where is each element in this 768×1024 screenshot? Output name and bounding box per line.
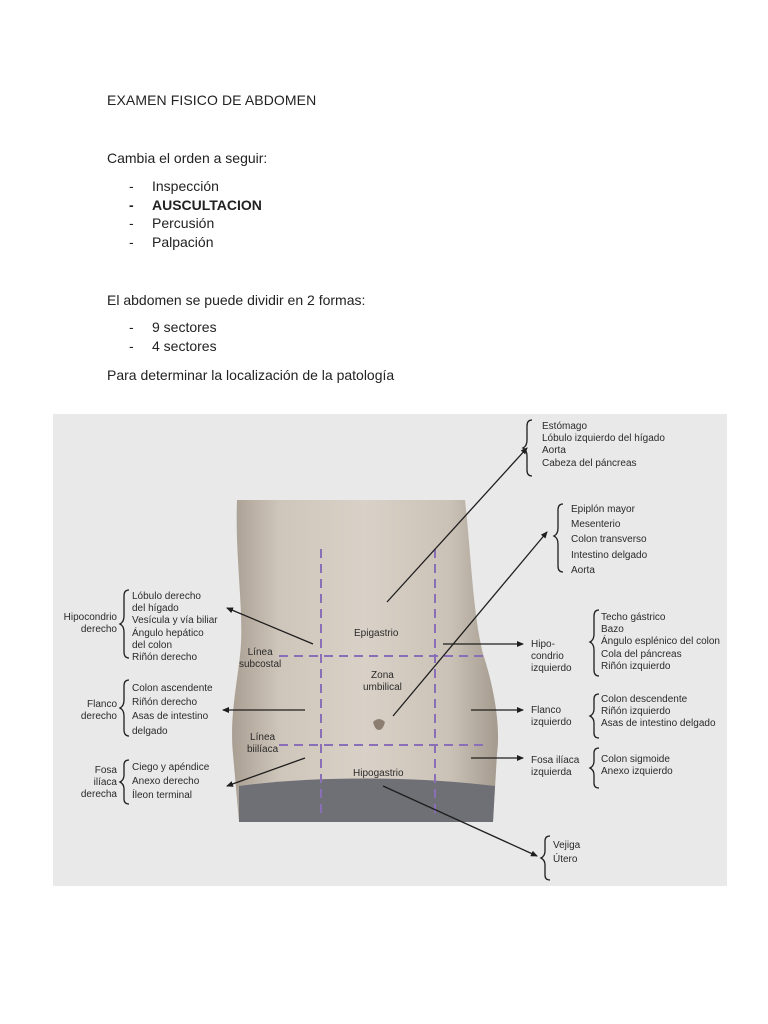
division-item: - 9 sectores xyxy=(129,319,217,335)
brace-fosa-iliaca-izquierda xyxy=(590,748,599,788)
label-linea-subcostal: Línea subcostal xyxy=(239,647,282,671)
purpose-text: Para determinar la localización de la patología xyxy=(107,367,395,383)
order-intro: Cambia el orden a seguir: xyxy=(107,150,268,166)
brace-hipogastrio xyxy=(541,836,550,880)
order-item: - AUSCULTACION xyxy=(129,196,262,213)
organs-fosa-iliaca-izquierda: Colon sigmoide Anexo izquierdo xyxy=(601,754,673,778)
organs-epigastrio: Estómago Lóbulo izquierdo del hígado Aorta Cabeza del páncreas xyxy=(542,421,665,469)
brace-hipocondrio-izquierdo xyxy=(590,610,599,676)
document-title: EXAMEN FISICO DE ABDOMEN xyxy=(107,92,317,108)
organs-fosa-iliaca-derecha: Ciego y apéndice Anexo derecho Íleon terminal xyxy=(132,762,210,802)
brace-flanco-izquierdo xyxy=(590,694,599,738)
region-label-flanco-izquierdo: Flanco izquierdo xyxy=(531,705,572,729)
order-list xyxy=(107,177,262,251)
organs-hipocondrio-derecho: Lóbulo derecho del hígado Vesícula y vía biliar Ángulo hepático del colon Riñón derecho xyxy=(132,591,218,664)
order-item: - Percusión xyxy=(129,215,215,231)
abdomen-regions-figure xyxy=(53,414,727,886)
region-label-hipocondrio-derecho: Hipocondrio derecho xyxy=(63,612,117,636)
organs-hipocondrio-izquierdo: Techo gástrico Bazo Ángulo esplénico del colon Cola del páncreas Riñón izquierdo xyxy=(601,612,720,672)
region-label-epigastrio: Epigastrio xyxy=(354,628,399,639)
brace-hipocondrio-derecho xyxy=(120,590,129,658)
region-label-hipogastrio: Hipogastrio xyxy=(353,768,404,779)
division-intro: El abdomen se puede dividir en 2 formas: xyxy=(107,292,366,308)
region-label-fosa-iliaca-derecha: Fosa ilíaca derecha xyxy=(80,765,117,801)
waistband-shape xyxy=(239,779,495,823)
division-list xyxy=(107,318,217,355)
order-item: - Inspección xyxy=(129,178,219,194)
region-label-zona-umbilical: Zona umbilical xyxy=(363,670,402,694)
organs-hipogastrio: Vejiga Útero xyxy=(553,840,581,866)
organs-flanco-derecho: Colon ascendente Riñón derecho Asas de intestino delgado xyxy=(132,683,213,737)
division-item: - 4 sectores xyxy=(129,337,217,354)
order-item: - Palpación xyxy=(129,233,214,250)
organs-umbilical: Epiplón mayor Mesenterio Colon transverso Intestino delgado Aorta xyxy=(571,504,648,576)
brace-fosa-iliaca-derecha xyxy=(120,760,129,804)
region-label-flanco-derecho: Flanco derecho xyxy=(80,699,117,723)
organs-flanco-izquierdo: Colon descendente Riñón izquierdo Asas de intestino delgado xyxy=(601,694,716,730)
brace-umbilical xyxy=(554,504,563,572)
label-linea-biiliaca: Línea biilíaca xyxy=(247,732,279,756)
brace-epigastrio xyxy=(523,420,532,476)
region-label-hipocondrio-izquierdo: Hipo- condrio izquierdo xyxy=(531,639,572,675)
brace-flanco-derecho xyxy=(120,680,129,736)
region-label-fosa-iliaca-izquierda: Fosa ilíaca izquierda xyxy=(531,755,580,779)
